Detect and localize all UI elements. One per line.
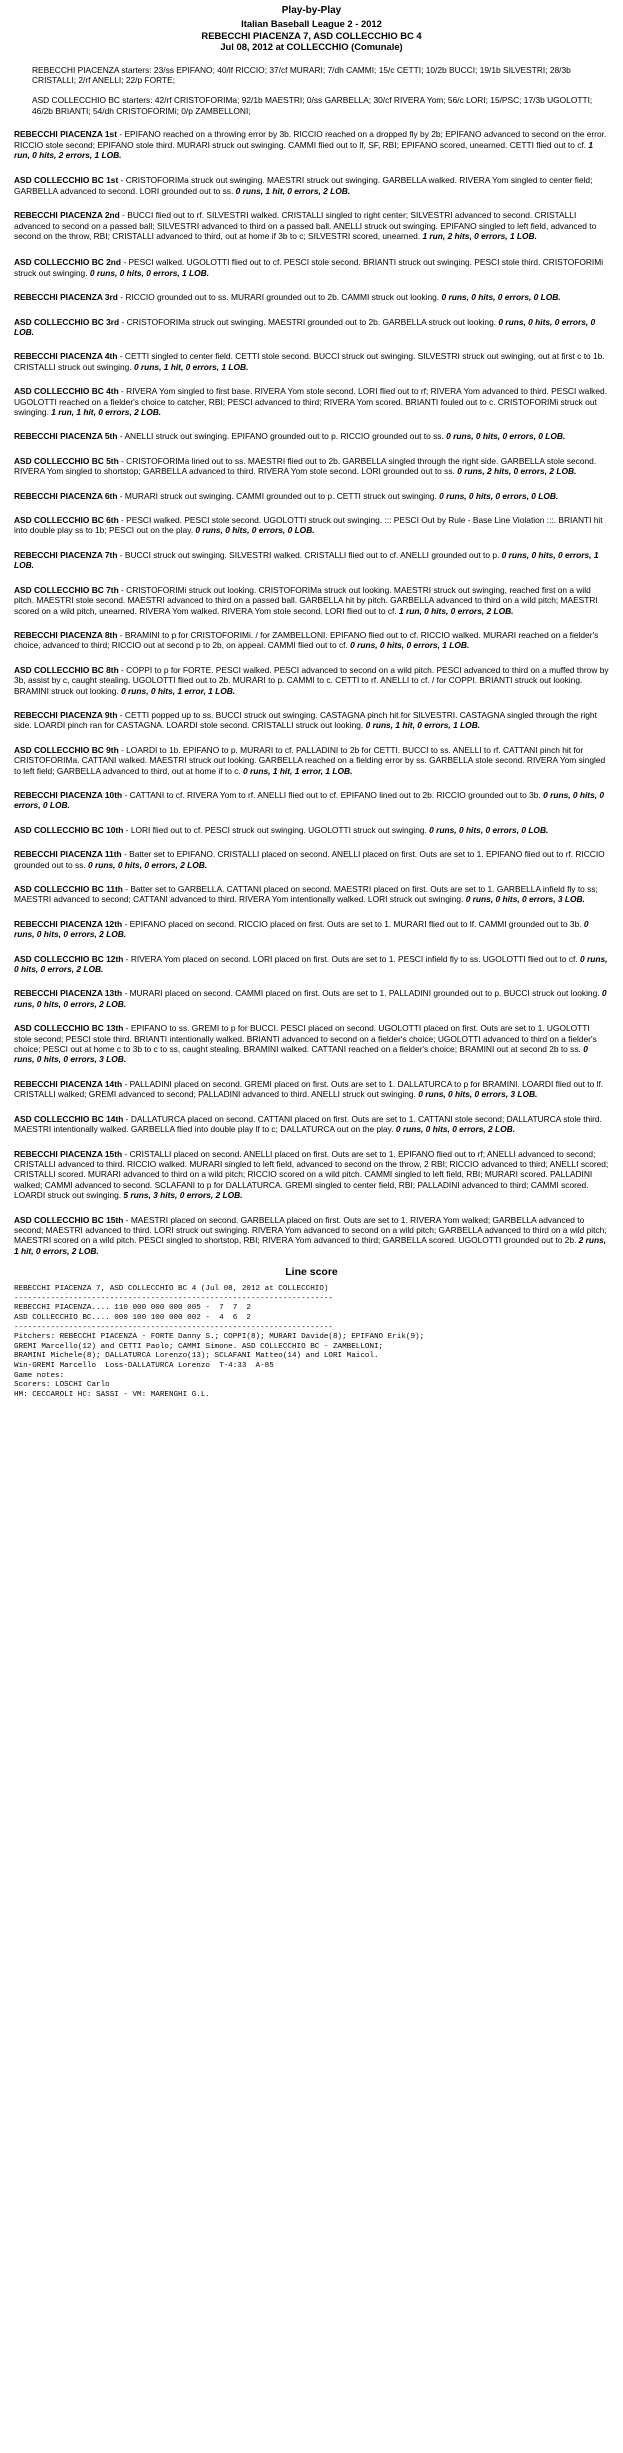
- half-inning-summary: 0 runs, 0 hits, 0 errors, 1 LOB.: [350, 640, 470, 651]
- half-inning-team: REBECCHI PIACENZA 14th: [14, 1078, 123, 1089]
- separator: -: [118, 175, 126, 186]
- half-inning: [14, 292, 609, 302]
- separator: -: [117, 490, 125, 501]
- half-inning-summary: 0 runs, 0 hits, 0 errors, 0 LOB.: [14, 789, 605, 811]
- half-inning-team: REBECCHI PIACENZA 7th: [14, 549, 118, 560]
- half-inning-team: REBECCHI PIACENZA 8th: [14, 629, 118, 640]
- half-inning-text: [14, 257, 609, 278]
- half-inning: [14, 491, 609, 501]
- play-description: CATTANI to cf. RIVERA Yom to rf. ANELLI flied out to cf. EPIFANO lined out to 2b. RICCIO grounded out to 3b.: [129, 789, 541, 800]
- half-inning-team: REBECCHI PIACENZA 2nd: [14, 210, 120, 221]
- half-inning-text: [14, 210, 609, 241]
- half-inning: [14, 1079, 609, 1100]
- separator: -: [118, 744, 127, 755]
- play-description: CRISTOFORIMi struck out looking. CRISTOFORIMa struck out looking. MAESTRI struck out swinging, reached first on a wild pitch. MAESTRI stole second. MAESTRI advanced to third on a passed ball. GARBELLA hit by pitch. GARBELLA advanced to third on a wild pitch; MAESTRI scored on a wild pitch, unearned. RIVERA Yom walked. RIVERA Yom stole second. LORI flied out to cf.: [14, 584, 598, 616]
- half-inning-summary: 0 runs, 0 hits, 0 errors, 0 LOB.: [446, 431, 566, 442]
- half-inning-summary: 0 runs, 0 hits, 0 errors, 3 LOB.: [418, 1089, 538, 1100]
- half-inning-text: [14, 491, 609, 501]
- play-description: CETTI popped up to ss. BUCCI struck out swinging. CASTAGNA pinch hit for SILVESTRI. CASTAGNA singled through the right side. LOARDI pinch ran for CASTAGNA. LOARDI stole second. CRISTALLI struck out looking.: [14, 709, 597, 731]
- play-description: MAESTRI placed on second. GARBELLA placed on first. Outs are set to 1. RIVERA Yom walked; GARBELLA advanced to second; MAESTRI advanced to third. LORI struck out swinging. RIVERA Yom advanced to second on a wild pitch; GARBELLA advanced to third on a wild pitch; MAESTRI scored on a wild pitch. PESCI singled to shortstop, RBI; RIVERA Yom advanced to third; GARBELLA scored. UGOLOTTI grounded out to 2b.: [14, 1214, 607, 1246]
- separator: -: [117, 629, 125, 640]
- half-inning-text: [14, 515, 609, 536]
- report-header: [14, 4, 609, 53]
- half-inning-summary: 0 runs, 0 hits, 0 errors, 0 LOB.: [439, 490, 559, 501]
- starting-lineups: [32, 65, 607, 117]
- separator: -: [122, 988, 130, 999]
- half-inning-team: REBECCHI PIACENZA 6th: [14, 490, 118, 501]
- play-description: MURARI placed on second. CAMMI placed on first. Outs are set to 1. PALLADINI grounded out to p. BUCCI struck out looking.: [129, 988, 600, 999]
- half-inning-team: ASD COLLECCHIO BC 2nd: [14, 257, 122, 268]
- half-inning-summary: 1 run, 0 hits, 2 errors, 1 LOB.: [14, 139, 594, 160]
- half-inning: [14, 1215, 609, 1257]
- half-inning-text: [14, 1215, 609, 1257]
- half-inning: [14, 210, 609, 241]
- half-inning-summary: 0 runs, 0 hits, 0 errors, 1 LOB.: [89, 267, 210, 278]
- half-inning-team: REBECCHI PIACENZA 3rd: [14, 292, 118, 303]
- half-inning-text: [14, 745, 609, 776]
- half-inning-summary: 2 runs, 1 hit, 0 errors, 2 LOB.: [14, 1235, 607, 1256]
- separator: -: [122, 1148, 130, 1159]
- half-inning-summary: 0 runs, 0 hits, 0 errors, 2 LOB.: [14, 953, 608, 975]
- half-inning: [14, 257, 609, 278]
- linescore-line: Game notes:: [14, 1371, 65, 1380]
- play-description: Batter set to EPIFANO. CRISTALLI placed on second. ANELLI placed on first. Outs are set to 1. EPIFANO flied out to rf. RICCIO grounded out to ss.: [14, 849, 605, 870]
- separator: -: [123, 824, 131, 835]
- half-inning: [14, 919, 609, 940]
- linescore-line: REBECCHI PIACENZA.... 110 000 000 000 005 - 7 7 2: [14, 1304, 251, 1313]
- half-inning-text: [14, 386, 609, 417]
- half-inning: [14, 550, 609, 571]
- half-inning-team: ASD COLLECCHIO BC 5th: [14, 455, 119, 466]
- separator: -: [123, 953, 131, 964]
- separator: -: [122, 1078, 130, 1089]
- half-inning-summary: 1 run, 0 hits, 0 errors, 2 LOB.: [399, 605, 514, 616]
- play-description: BUCCI struck out swinging. SILVESTRI walked. CRISTALLI flied out to cf. ANELLI grounded out to p.: [124, 549, 500, 560]
- play-description: PESCI walked. UGOLOTTI flied out to cf. PESCI stole second. BRIANTI struck out swinging. PESCI stole third. CRISTOFORIMi struck out swinging.: [14, 257, 604, 278]
- separator: -: [119, 316, 127, 327]
- separator: -: [117, 292, 126, 303]
- half-inning-team: REBECCHI PIACENZA 11th: [14, 849, 122, 860]
- half-inning-summary: 0 runs, 0 hits, 0 errors, 3 LOB.: [465, 894, 585, 905]
- half-inning-team: REBECCHI PIACENZA 1st: [14, 129, 117, 140]
- play-description: RIVERA Yom placed on second. LORI placed on first. Outs are set to 1. PESCI infield fly to ss. UGOLOTTI flied out to cf.: [130, 953, 578, 964]
- separator: -: [119, 210, 128, 221]
- separator: -: [118, 584, 127, 595]
- half-inning-team: ASD COLLECCHIO BC 12th: [14, 953, 124, 964]
- half-inning: [14, 884, 609, 905]
- half-inning: [14, 988, 609, 1009]
- half-inning-text: [14, 175, 609, 196]
- half-inning-team: REBECCHI PIACENZA 10th: [14, 789, 123, 800]
- half-inning-text: [14, 919, 609, 940]
- play-description: CRISTOFORIMa lined out to ss. MAESTRI flied out to 2b. GARBELLA singled through the right side. GARBELLA stole second. RIVERA Yom singled to shortstop; GARBELLA advanced to third. RIVERA Yom stole second. LORI grounded out to ss.: [14, 455, 597, 477]
- half-inning-summary: 0 runs, 0 hits, 0 errors, 2 LOB.: [395, 1124, 516, 1135]
- half-inning-team: ASD COLLECCHIO BC 7th: [14, 584, 119, 595]
- separator: -: [117, 351, 125, 362]
- separator: -: [117, 709, 125, 720]
- separator: -: [122, 789, 130, 800]
- half-inning-text: [14, 1023, 609, 1065]
- linescore-line: Scorers: LOSCHI Carlo: [14, 1381, 110, 1390]
- play-description: RIVERA Yom singled to first base. RIVERA Yom stole second. LORI flied out to rf; RIVERA Yom advanced to third. PESCI walked. UGOLOTTI reached on a fielder's choice to catcher, RBI; PESCI advanced to third; RIVERA Yom scored. BRIANTI fouled out to c. CRISTOFORIMi struck out swinging.: [14, 386, 608, 418]
- half-inning-summary: 0 runs, 1 hit, 0 errors, 1 LOB.: [133, 361, 249, 372]
- half-inning: [14, 849, 609, 870]
- half-inning-text: [14, 790, 609, 811]
- half-inning-summary: 0 runs, 0 hits, 1 error, 1 LOB.: [121, 685, 236, 696]
- separator: -: [117, 549, 125, 560]
- half-inning: [14, 351, 609, 372]
- linescore-line: Pitchers: REBECCHI PIACENZA - FORTE Danny S.; COPPI(8); MURARI Davide(8); EPIFANO Erik(9);: [14, 1333, 425, 1342]
- half-inning-team: ASD COLLECCHIO BC 11th: [14, 884, 123, 894]
- play-description: BRAMINI to p for CRISTOFORIMi. / for ZAMBELLONI. EPIFANO flied out to cf. RICCIO walked. MURARI reached on a fielder's choice, advanced to third; RICCIO out at second p to 2b, on appeal. CAMMI flied out to cf.: [14, 629, 599, 651]
- half-inning-text: [14, 317, 609, 338]
- half-inning-team: ASD COLLECCHIO BC 14th: [14, 1113, 124, 1124]
- separator: -: [118, 455, 127, 466]
- half-inning-summary: 0 runs, 0 hits, 0 errors, 2 LOB.: [88, 859, 208, 870]
- half-inning: [14, 665, 609, 696]
- separator: -: [122, 884, 131, 894]
- half-inning: [14, 790, 609, 811]
- report-title: Play-by-Play: [281, 5, 342, 16]
- half-inning-text: [14, 129, 609, 160]
- half-inning: [14, 630, 609, 651]
- play-description: MURARI struck out swinging. CAMMI grounded out to p. CETTI struck out swinging.: [124, 490, 437, 501]
- play-description: CRISTOFORIMa struck out swinging. MAESTRI grounded out to 2b. GARBELLA struck out looking.: [126, 316, 497, 327]
- half-inning-team: REBECCHI PIACENZA 15th: [14, 1148, 123, 1159]
- half-inning-text: [14, 954, 609, 975]
- half-inning: [14, 710, 609, 731]
- separator: -: [123, 1023, 131, 1034]
- half-inning: [14, 1149, 609, 1201]
- half-inning-summary: 1 run, 2 hits, 0 errors, 1 LOB.: [422, 230, 537, 241]
- half-inning: [14, 129, 609, 160]
- play-description: COPPI to p for FORTE. PESCI walked. PESCI advanced to second on a wild pitch. PESCI advanced to third on a muffed throw by 3b, assist by c, caught stealing. UGOLOTTI flied out to 2b. MURARI to p. CAMMI to c. CETTI to rf. ANELLI to cf. / for COPPI. BRIANTI struck out looking. BRAMINI struck out looking.: [14, 664, 609, 696]
- half-inning-summary: 0 runs, 1 hit, 0 errors, 2 LOB.: [235, 185, 351, 196]
- half-inning: [14, 175, 609, 196]
- half-inning-summary: 0 runs, 0 hits, 0 errors, 3 LOB.: [14, 1044, 588, 1065]
- play-description: BUCCI flied out to rf. SILVESTRI walked. CRISTALLI singled to right center; SILVESTRI advanced to second. CRISTALLI advanced to second on a passed ball; SILVESTRI advanced to third on a passed ball. ANELLI struck out swinging. EPIFANO singled to left field, advanced to second on the throw, RBI; CRISTALLI advanced to third, out at home if 3b to c; SILVESTRI scored, unearned.: [14, 210, 597, 241]
- linescore-line: GREMI Marcello(12) and CETTI Paolo; CAMMI Simone. ASD COLLECCHIO BC - ZAMBELLONI;: [14, 1342, 384, 1351]
- linescore-line: BRAMINI Michele(8); DALLATURCA Lorenzo(13); SCLAFANI Matteo(14) and LORI Maicol.: [14, 1352, 379, 1361]
- half-inning-team: ASD COLLECCHIO BC 6th: [14, 515, 119, 526]
- half-inning-team: ASD COLLECCHIO BC 15th: [14, 1214, 124, 1225]
- half-inning-team: ASD COLLECCHIO BC 1st: [14, 175, 119, 186]
- half-inning-team: ASD COLLECCHIO BC 3rd: [14, 316, 120, 327]
- separator: -: [122, 918, 130, 929]
- separator: -: [121, 849, 130, 860]
- half-inning-team: REBECCHI PIACENZA 9th: [14, 709, 118, 720]
- play-description: LORI flied out to cf. PESCI struck out swinging. UGOLOTTI struck out swinging.: [130, 824, 427, 835]
- play-description: PALLADINI placed on second. GREMI placed on first. Outs are set to 1. DALLATURCA to p for BRAMINI. LOARDI flied out to lf. CRISTALLI walked; GREMI advanced to second; PALLADINI advanced to third. ANELLI struck out swinging.: [14, 1078, 604, 1100]
- half-inning-text: [14, 825, 609, 835]
- half-inning-summary: 0 runs, 0 hits, 0 errors, 0 LOB.: [429, 824, 549, 835]
- half-inning-team: REBECCHI PIACENZA 4th: [14, 351, 118, 362]
- play-description: CETTI singled to center field. CETTI stole second. BUCCI struck out swinging. SILVESTRI struck out swinging, out at first c to 1b. CRISTALLI struck out swinging.: [14, 351, 605, 372]
- half-inning-summary: 0 runs, 2 hits, 0 errors, 2 LOB.: [457, 466, 577, 477]
- half-inning-summary: 0 runs, 0 hits, 0 errors, 2 LOB.: [14, 918, 589, 940]
- play-description: LOARDI to 1b. EPIFANO to p. MURARI to cf. PALLADINI to 2b for CETTI. BUCCI to ss. ANELLI to rf. CATTANI pinch hit for CRISTOFORIMa. CATTANI walked. MAESTRI struck out looking. GARBELLA reached on a fielding error by ss. GARBELLA stole second. RIVERA Yom singled to left field; GARBELLA advanced to third, out at home if to c.: [14, 744, 606, 776]
- half-inning-summary: 1 run, 1 hit, 0 errors, 2 LOB.: [51, 407, 162, 418]
- half-inning-team: ASD COLLECCHIO BC 8th: [14, 664, 119, 675]
- half-inning-summary: 0 runs, 0 hits, 0 errors, 0 LOB.: [195, 525, 315, 536]
- half-inning-summary: 0 runs, 0 hits, 0 errors, 0 LOB.: [14, 316, 596, 337]
- game-date-place: Jul 08, 2012 at COLLECCHIO (Comunale): [220, 41, 403, 52]
- half-inning-text: [14, 710, 609, 731]
- linescore-line: Win-GREMI Marcello Loss-DALLATURCA Lorenzo T-4:33 A-85: [14, 1361, 274, 1370]
- separator: -: [121, 257, 129, 268]
- half-inning: [14, 825, 609, 835]
- half-inning-team: ASD COLLECCHIO BC 9th: [14, 744, 119, 755]
- half-inning-text: [14, 456, 609, 477]
- half-inning-summary: 0 runs, 0 hits, 0 errors, 0 LOB.: [441, 292, 561, 303]
- away-starters: ASD COLLECCHIO BC starters: 42/rf CRISTOFORIMa; 92/1b MAESTRI; 0/ss GARBELLA; 30/cf RIVERA Yom; 56/c LORI; 15/PSC; 17/3b UGOLOTTI; 46/2b BRIANTI; 54/dh CRISTOFORIMi; 0/p ZAMBELLONI;: [32, 95, 593, 116]
- play-description: EPIFANO placed on second. RICCIO placed on first. Outs are set to 1. MURARI flied out to lf. CAMMI grounded out to 3b.: [129, 918, 582, 929]
- half-inning-text: [14, 351, 609, 372]
- half-inning-summary: 0 runs, 1 hit, 0 errors, 1 LOB.: [365, 720, 481, 731]
- half-inning: [14, 431, 609, 441]
- linescore-line: HM: CECCAROLI HC: SASSI - VM: MARENGHI G.L.: [14, 1390, 210, 1399]
- half-inning-team: REBECCHI PIACENZA 12th: [14, 918, 123, 929]
- linescore-line: ASD COLLECCHIO BC.... 000 100 100 000 002 - 4 6 2: [14, 1313, 251, 1322]
- half-inning-text: [14, 1114, 609, 1135]
- half-inning: [14, 954, 609, 975]
- half-inning-team: REBECCHI PIACENZA 13th: [14, 988, 123, 999]
- separator: -: [118, 515, 127, 526]
- separator: -: [123, 1214, 131, 1225]
- half-inning-text: [14, 988, 609, 1009]
- half-inning: [14, 745, 609, 776]
- half-inning-team: ASD COLLECCHIO BC 10th: [14, 824, 124, 835]
- linescore-line: REBECCHI PIACENZA 7, ASD COLLECCHIO BC 4 (Jul 08, 2012 at COLLECCHIO): [14, 1285, 329, 1294]
- half-inning-text: [14, 849, 609, 870]
- play-description: CRISTALLI placed on second. ANELLI placed on first. Outs are set to 1. EPIFANO flied out to rf; ANELLI advanced to second; CRISTALLI advanced to third. RICCIO walked. MURARI singled to left field, advanced to second on the throw, 2 RBI; RICCIO advanced to third; ANELLI scored; CRISTALLI scored. MURARI advanced to third on a wild pitch; RICCIO scored on a wild pitch. CAMMI singled to left field, RBI; MURARI scored. PALLADINI walked; CAMMI advanced to second. SCLAFANI to p for DALLATURCA. GREMI singled to center field, RBI; PALLADINI advanced to third; CAMMI scored. LOARDI struck out swinging.: [14, 1148, 609, 1201]
- half-inning: [14, 317, 609, 338]
- half-inning-text: [14, 665, 609, 696]
- separator: -: [118, 664, 127, 675]
- half-inning-team: REBECCHI PIACENZA 5th: [14, 431, 118, 442]
- half-inning-text: [14, 585, 609, 616]
- half-inning-text: [14, 884, 609, 905]
- half-inning-summary: 0 runs, 0 hits, 0 errors, 2 LOB.: [14, 988, 607, 1009]
- game-matchup: REBECCHI PIACENZA 7, ASD COLLECCHIO BC 4: [201, 29, 422, 41]
- play-description: Batter set to GARBELLA. CATTANI placed on second. MAESTRI placed on first. Outs are set to 1. GARBELLA infield fly to ss; MAESTRI advanced to second; CATTANI advanced to third. RIVERA Yom intentionally walked. LORI struck out swinging.: [14, 884, 598, 905]
- play-description: RICCIO grounded out to ss. MURARI grounded out to 2b. CAMMI struck out looking.: [125, 292, 440, 303]
- half-inning-summary: 0 runs, 1 hit, 1 error, 1 LOB.: [243, 765, 353, 776]
- half-inning-text: [14, 1079, 609, 1100]
- separator: -: [117, 129, 125, 140]
- half-inning-text: [14, 431, 609, 441]
- linescore-line: ----------------------------------------------------------------------: [14, 1294, 333, 1303]
- half-inning: [14, 1023, 609, 1065]
- play-description: ANELLI struck out swinging. EPIFANO grounded out to p. RICCIO grounded out to ss.: [124, 431, 444, 442]
- league-name: Italian Baseball League 2 - 2012: [241, 18, 382, 29]
- linescore-line: ----------------------------------------------------------------------: [14, 1323, 333, 1332]
- half-inning: [14, 1114, 609, 1135]
- play-description: EPIFANO reached on a throwing error by 3b. RICCIO reached on a dropped fly by 2b; EPIFANO advanced to second on the error. RICCIO stole second; EPIFANO stole third. MURARI struck out swinging. CAMMI flied out to lf, SF, RBI; EPIFANO scored, unearned. CETTI flied out to cf.: [14, 129, 607, 150]
- linescore-box: [14, 1285, 609, 1400]
- half-inning: [14, 456, 609, 477]
- play-description: EPIFANO to ss. GREMI to p for BUCCI. PESCI placed on second. UGOLOTTI placed on first. Outs are set to 1. UGOLOTTI stole second; PESCI stole third. BRIANTI intentionally walked. BRIANTI advanced to second on a fielder's choice; UGOLOTTI advanced to third on a fielder's choice; PESCI out at home c to 3b to c to ss, caught stealing. BRAMINI walked. CATTANI reached on a fielder's choice; BRAMINI out at second 2b to ss.: [14, 1023, 597, 1055]
- half-inning: [14, 585, 609, 616]
- half-inning-text: [14, 292, 609, 302]
- half-inning-summary: 5 runs, 3 hits, 0 errors, 2 LOB.: [123, 1190, 243, 1201]
- home-starters: REBECCHI PIACENZA starters: 23/ss EPIFANO; 40/lf RICCIO; 37/cf MURARI; 7/dh CAMMI; 15/c CETTI; 10/2b BUCCI; 19/1b SILVESTRI; 28/3b CRISTALLI; 2/rf ANELLI; 22/p FORTE;: [32, 64, 571, 85]
- half-inning-text: [14, 550, 609, 571]
- half-inning-summary: 0 runs, 0 hits, 0 errors, 1 LOB.: [14, 549, 599, 571]
- play-description: PESCI walked. PESCI stole second. UGOLOTTI struck out swinging. ::: PESCI Out by Rule - Base Line Violation :::. BRIANTI hit into double play ss to 1b; PESCI out on the play.: [14, 515, 603, 536]
- separator: -: [117, 431, 125, 442]
- half-inning-text: [14, 630, 609, 651]
- half-inning-team: ASD COLLECCHIO BC 4th: [14, 386, 119, 397]
- half-inning-team: ASD COLLECCHIO BC 13th: [14, 1023, 124, 1034]
- half-innings-list: [14, 129, 609, 1256]
- linescore-title: Line score: [285, 1266, 338, 1279]
- separator: -: [118, 386, 127, 397]
- play-description: DALLATURCA placed on second. CATTANI placed on first. Outs are set to 1. CATTANI stole second; DALLATURCA stole third. MAESTRI intentionally walked. GARBELLA flied into double play lf to c; DALLATURCA out on the play.: [14, 1113, 602, 1135]
- half-inning: [14, 515, 609, 536]
- play-description: CRISTOFORIMa struck out swinging. MAESTRI struck out swinging. GARBELLA walked. RIVERA Yom singled to center field; GARBELLA advanced to second. LORI grounded out to ss.: [14, 175, 593, 196]
- separator: -: [123, 1113, 131, 1124]
- half-inning-text: [14, 1149, 609, 1201]
- half-inning: [14, 386, 609, 417]
